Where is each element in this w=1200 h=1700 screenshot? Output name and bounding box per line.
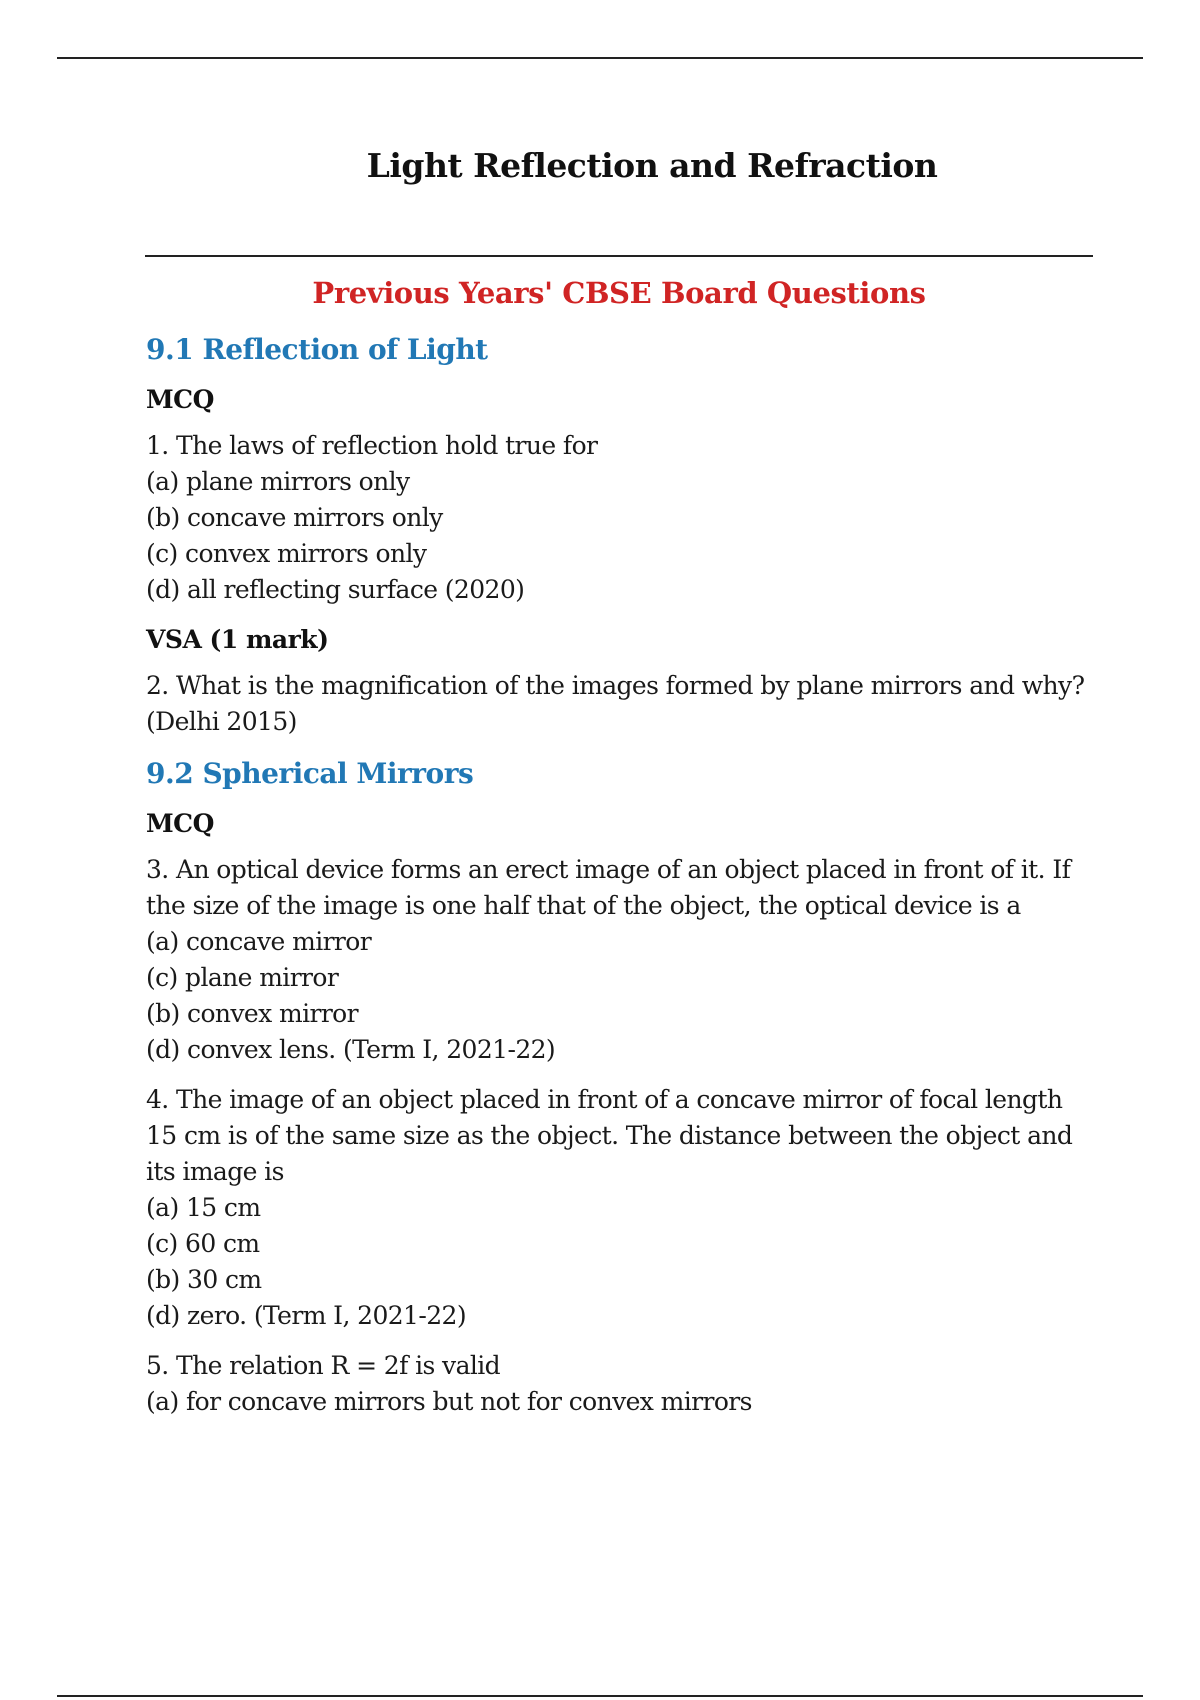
question-option: (a) for concave mirrors but not for convex mirrors (146, 1387, 752, 1416)
topic-heading: 9.2 Spherical Mirrors (146, 757, 474, 790)
question-option: (b) concave mirrors only (146, 503, 443, 532)
question-option: (a) plane mirrors only (146, 467, 410, 496)
question-option: (c) 60 cm (146, 1229, 260, 1258)
question-option: (d) all reflecting surface (2020) (146, 575, 525, 604)
document-title: Light Reflection and Refraction (366, 146, 938, 185)
question-option: (d) zero. (Term I, 2021-22) (146, 1301, 466, 1330)
question-stem: 3. An optical device forms an erect image of an object placed in front of it. If the size of the image is one half that of the object, the optical device is a (146, 855, 1071, 920)
section-banner: Previous Years' CBSE Board Questions (312, 276, 926, 310)
question-1 (146, 428, 1096, 608)
bottom-rule (57, 1695, 1143, 1697)
question-stem: 5. The relation R = 2f is valid (146, 1351, 501, 1380)
question-option: (a) concave mirror (146, 927, 372, 956)
question-type-label: VSA (1 mark) (146, 625, 329, 654)
question-type-label: MCQ (146, 809, 214, 838)
question-option: (a) 15 cm (146, 1193, 261, 1222)
top-rule (57, 57, 1143, 59)
question-option: (c) convex mirrors only (146, 539, 427, 568)
question-option: (c) plane mirror (146, 963, 339, 992)
question-stem: 2. What is the magnification of the images formed by plane mirrors and why?(Delhi 2015) (146, 671, 1085, 736)
question-stem: 4. The image of an object placed in front of a concave mirror of focal length 15 cm is of the same size as the object. The distance between the object and its image is (146, 1085, 1073, 1186)
question-3 (146, 852, 1096, 1068)
question-stem: 1. The laws of reflection hold true for (146, 431, 598, 460)
question-4 (146, 1082, 1096, 1334)
question-5 (146, 1348, 1096, 1420)
question-option: (d) convex lens. (Term I, 2021-22) (146, 1035, 556, 1064)
topic-heading: 9.1 Reflection of Light (146, 333, 488, 366)
question-option: (b) convex mirror (146, 999, 358, 1028)
question-type-label: MCQ (146, 385, 214, 414)
question-content (146, 330, 1096, 1434)
question-option: (b) 30 cm (146, 1265, 262, 1294)
title-rule (145, 255, 1093, 257)
question-2 (146, 668, 1096, 740)
